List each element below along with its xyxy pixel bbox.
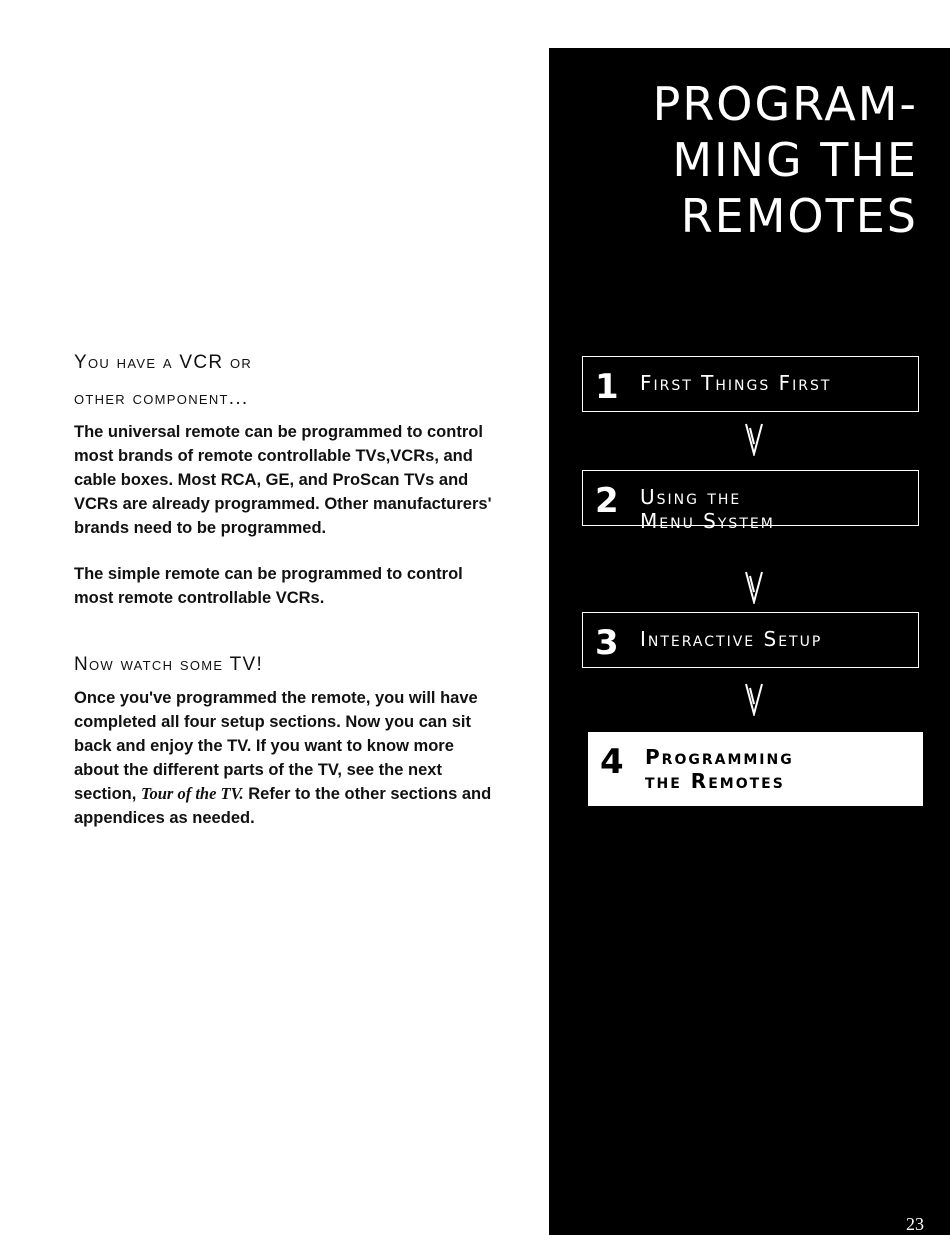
step-1-label: First Things First bbox=[640, 371, 832, 395]
section-heading-vcr-cont: other component... bbox=[74, 388, 249, 409]
down-arrow-icon bbox=[744, 682, 764, 716]
chapter-title bbox=[653, 76, 918, 244]
chapter-sidebar bbox=[549, 48, 950, 1235]
step-2-label: Using the Menu System bbox=[640, 485, 775, 533]
step-3-label: Interactive Setup bbox=[640, 627, 823, 651]
paragraph-universal-remote: The universal remote can be programmed to control most brands of remote controllable TVs,VCRs, and cable boxes. Most RCA, GE, and ProScan TVs and VCRs are already programmed. Other manufacturers' brands need to be programmed. bbox=[74, 423, 492, 537]
tour-link-text: Tour of the TV. bbox=[140, 784, 244, 803]
step-2-number: 2 bbox=[595, 481, 619, 521]
chapter-title-line-3: REMOTES bbox=[680, 189, 918, 243]
step-4-number: 4 bbox=[600, 742, 624, 782]
step-1-number: 1 bbox=[595, 367, 619, 407]
down-arrow-icon bbox=[744, 570, 764, 604]
step-1-box bbox=[582, 356, 919, 412]
step-2-box bbox=[582, 470, 919, 533]
step-4-label: Programming the Remotes bbox=[645, 745, 794, 793]
step-3-number: 3 bbox=[595, 623, 619, 663]
chapter-title-line-1: PROGRAM- bbox=[652, 77, 918, 131]
section-heading-watch-tv: Now watch some TV! bbox=[74, 654, 264, 675]
down-arrow-icon bbox=[744, 422, 764, 456]
paragraph-simple-remote: The simple remote can be programmed to control most remote controllable VCRs. bbox=[74, 565, 463, 607]
step-3-box bbox=[582, 612, 919, 668]
text-column bbox=[74, 352, 494, 830]
step-4-box-current bbox=[588, 732, 923, 806]
section-heading-vcr: You have a VCR or bbox=[74, 352, 253, 373]
paragraph-watch-tv bbox=[74, 686, 494, 830]
page-number: 23 bbox=[906, 1214, 924, 1234]
paragraph-text-1: Once you've programmed the remote, you will have completed all four setup sections. Now you can sit back and enjoy the TV. If you want to know more about the different parts of the TV, see the next section, bbox=[74, 689, 478, 803]
paragraph-text-2: Refer to the other sections and appendices as needed. bbox=[74, 785, 492, 827]
chapter-title-line-2: MING THE bbox=[672, 133, 918, 187]
